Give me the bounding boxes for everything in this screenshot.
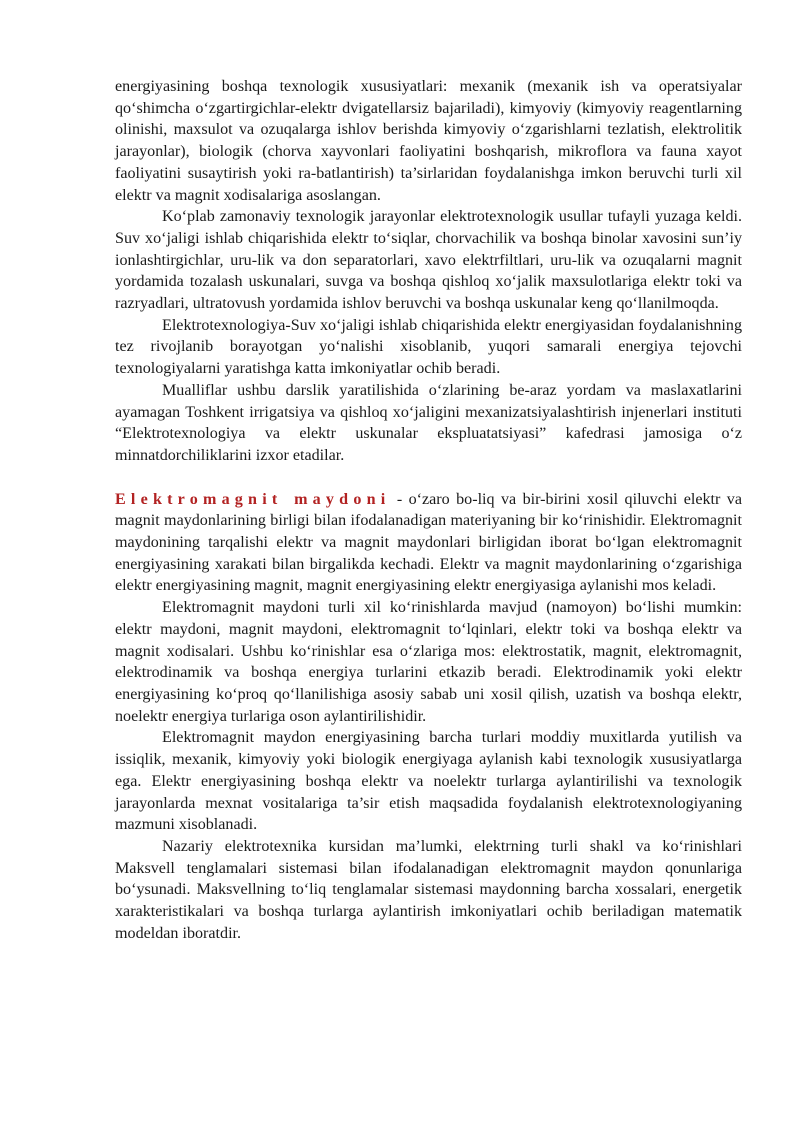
paragraph-definition [115,489,742,598]
paragraph-modern-processes: Ko‘plab zamonaviy texnologik jarayonlar elektrotexnologik usullar tufayli yuzaga keldi. Suv xo‘jaligi ishlab chiqarishida elektr to‘siqlar, chorvachilik va boshqa binolar xavosini sun’iy ionlashtirgichlar, uru-lik va don separatorlari, xavo elektrfiltlari, uru-lik va ozuqalarni magnit yordamida tozalash uskunalari, suvga va boshqa qishloq xo‘jalik maxsulotlariga elektr toki va razryadlari, ultratovush yordamida ishlov beruvchi va boshqa uskunalar keng qo‘llanilmoqda. [115,208,742,313]
paragraph-maxwell: Nazariy elektrotexnika kursidan ma’lumki, elektrning turli shakl va ko‘rinishlari Maksvell tenglamalari sistemasi bilan ifodalanadigan elektromagnit maydon qonunlariga bo‘ysunadi. Maksvellning to‘liq tenglamalar sistemasi maydonning barcha xossalari, energetik xarakteristikalari va boshqa turlarga aylantirish imkoniyatlari ochib beriladigan matematik modeldan iboratdir. [115,837,742,942]
paragraph-acknowledgements: Mualliflar ushbu darslik yaratilishida o‘zlarining be-araz yordam va maslaxatlarini ayamagan Toshkent irrigatsiya va qishloq xo‘jaligini mexanizatsiyalashtirish injenerlari instituti “Elektrotexnologiya va elektr uskunalar ekspluatatsiyasi” kafedrasi jamosiga o‘z minnatdorchiliklarini izxor etadilar. [115,381,742,464]
paragraph-field-energy: Elektromagnit maydon energiyasining barcha turlari moddiy muxitlarda yutilish va issiqlik, mexanik, kimyoviy yoki biologik energiyaga aylanish kabi texnologik xususiyatlarga ega. Elektr energiyasining boshqa elektr va noelektr turlarga aylantirilishi va texnologik jarayonlarda mexnat vositalariga ta’sir etish maqsadida foydalanish elektrotexnologiyaning mazmuni xisoblanadi. [115,729,742,834]
document-page [115,76,742,944]
paragraph-continuation: energiyasining boshqa texnologik xususiyatlari: mexanik (mexanik ish va operatsiyalar qo‘shimcha o‘zgartirgichlar-elektr dvigatellarsiz bajariladi), kimyoviy (kimyoviy reagentlarning olinishi, maxsulot va ozuqalarga ishlov berishda kimyoviy o‘zgarishlarni tezlatish, elektrolitik jarayonlar), biologik (chorva xayvonlari faoliyatini boshqarish, mikroflora va fauna xayot faoliyatini susaytirish yoki ra-batlantirish) ta’sirlaridan foydalanishga imkon beruvchi turli xil elektr va magnit xodisalariga asoslangan. [115,78,742,204]
paragraph-electrotechnology: Elektrotexnologiya-Suv xo‘jaligi ishlab chiqarishida elektr energiyasidan foydalanishning tez rivojlanib borayotgan yo‘nalishi xisoblanib, yuqori samarali energiya tejovchi texnologiyalarni yaratishga katta imkoniyatlar ochib beradi. [115,316,742,378]
defined-term: Elektromagnit maydoni [115,490,391,508]
paragraph-field-forms: Elektromagnit maydoni turli xil ko‘rinishlarda mavjud (namoyon) bo‘lishi mumkin: elektr maydoni, magnit maydoni, elektromagnit to‘lqinlari, elektr toki va boshqa elektr va magnit xodisalari. Ushbu ko‘rinishlar esa o‘zlariga mos: elektrostatik, magnit, elektromagnit, elektrodinamik va boshqa energiya turlarini etkazib beradi. Elektrodinamik yoki elektr energiyasining ko‘proq qo‘llanilishiga asosiy sabab uni xosil qilish, uzatish va boshqa elektr, noelektr energiya turlariga oson aylantirilishidir. [115,599,742,725]
definition-text: - o‘zaro bo-liq va bir-birini xosil qiluvchi elektr va magnit maydonlarining birligi bilan ifodalanadigan materiyaning bir ko‘rinishidir. Elektromagnit maydonining tarqalishi elektr va magnit maydonlari birligidan iborat bo‘lgan elektromagnit energiyasining xarakati bilan birgalikda kechadi. Elektr va magnit maydonlarining o‘zgarishiga elektr energiyasining magnit, magnit energiyasining elektr energiyasiga aylanishi mos keladi. [115,490,742,595]
section-gap [115,467,742,489]
